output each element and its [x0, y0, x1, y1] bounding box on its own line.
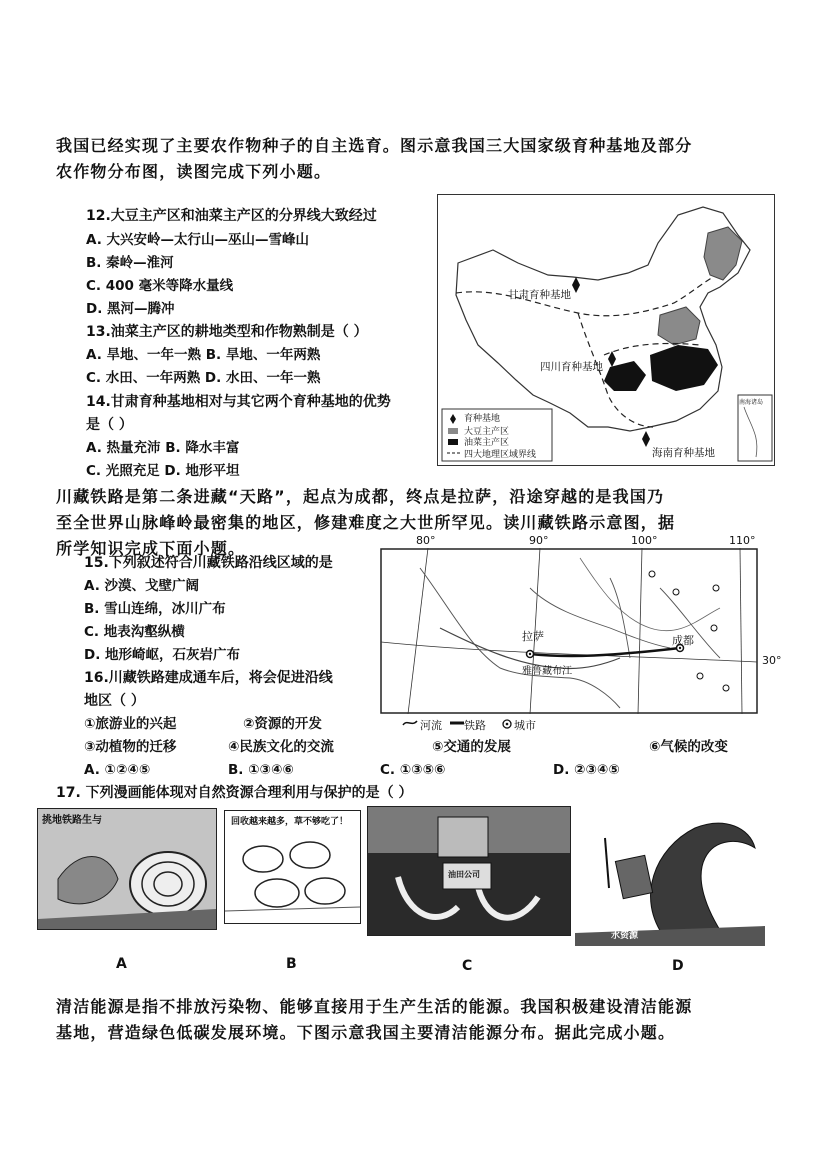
cartoon-b-drawing: [225, 811, 360, 923]
q16-option-d[interactable]: D. ②③④⑤: [553, 762, 620, 778]
lon-80-label: 80°: [416, 534, 436, 547]
q15-option-c[interactable]: C. 地表沟壑纵横: [84, 624, 185, 640]
q12-stem: 12.大豆主产区和油菜主产区的分界线大致经过: [86, 208, 377, 224]
cartoon-a-label: A: [116, 956, 127, 972]
hainan-base-marker: [642, 431, 650, 447]
cartoon-b-label: B: [286, 956, 297, 972]
cartoon-d[interactable]: [575, 808, 765, 946]
cartoon-d-caption: 水资源: [611, 931, 639, 941]
q13-stem: 13.油菜主产区的耕地类型和作物熟制是（ ）: [86, 324, 368, 340]
legend-boundary: 四大地理区域界线: [464, 450, 537, 460]
q12-option-d[interactable]: D. 黑河—腾冲: [86, 301, 175, 317]
q12-option-c[interactable]: C. 400 毫米等降水量线: [86, 278, 234, 294]
hainan-base-label: 海南育种基地: [652, 447, 715, 459]
cartoon-c[interactable]: [367, 806, 571, 936]
q12-option-b[interactable]: B. 秦岭—淮河: [86, 255, 174, 271]
rail-legend-icon: [450, 720, 464, 726]
q14-stem-cont: 是（ ）: [86, 417, 133, 433]
q15-option-a[interactable]: A. 沙漠、戈壁广阔: [84, 578, 200, 594]
cartoon-b-caption: 回收越来越多，草不够吃了！: [231, 817, 349, 827]
q16-option-a[interactable]: A. ①②④⑤: [84, 762, 151, 778]
lhasa-label: 拉萨: [522, 630, 544, 643]
q15-option-b[interactable]: B. 雪山连绵，冰川广布: [84, 601, 226, 617]
cartoon-c-caption: 油田公司: [448, 870, 480, 879]
cartoon-c-label: C: [462, 958, 473, 974]
river-legend-icon: [402, 718, 418, 728]
intro3-line-2: 基地，营造绿色低碳发展环境。下图示意我国主要清洁能源分布。据此完成小题。: [56, 1023, 676, 1042]
intro2-line-3: 所学知识完成下面小题。: [56, 539, 246, 558]
china-breeding-map: [437, 194, 775, 466]
city-legend-icon: [502, 719, 512, 729]
intro2-line-1: 川藏铁路是第二条进藏“天路”，起点为成都，终点是拉萨，沿途穿越的是我国乃: [56, 487, 665, 506]
legend-rapeseed: 油菜主产区: [464, 438, 510, 448]
railway-map-drawing: [380, 548, 758, 714]
railway-map: [372, 534, 787, 734]
q16-stem: 16.川藏铁路建成通车后，将会促进沿线: [84, 670, 333, 686]
q16-stem-cont: 地区（ ）: [84, 693, 145, 709]
lat-30-label: 30°: [762, 654, 782, 667]
intro2-line-2: 至全世界山脉峰岭最密集的地区，修建难度之大世所罕见。读川藏铁路示意图，据: [56, 513, 676, 532]
cartoon-d-drawing: [575, 808, 765, 946]
q16-item-3: ③动植物的迁移: [84, 739, 177, 755]
q14-options-cd[interactable]: C. 光照充足 D. 地形平坦: [86, 463, 240, 479]
q14-options-ab[interactable]: A. 热量充沛 B. 降水丰富: [86, 440, 240, 456]
q16-option-b[interactable]: B. ①③④⑥: [228, 762, 294, 778]
q15-stem: 15.下列叙述符合川藏铁路沿线区域的是: [84, 555, 333, 571]
lon-100-label: 100°: [631, 534, 658, 547]
lon-110-label: 110°: [729, 534, 756, 547]
q16-item-2: ②资源的开发: [243, 716, 322, 732]
q16-item-5: ⑤交通的发展: [432, 739, 511, 755]
legend-soybean: 大豆主产区: [464, 427, 510, 437]
sichuan-base-label: 四川育种基地: [540, 361, 603, 373]
inset-label: 南海诸岛: [739, 399, 764, 406]
q12-option-a[interactable]: A. 大兴安岭—太行山—巫山—雪峰山: [86, 232, 310, 248]
q16-item-4: ④民族文化的交流: [228, 739, 334, 755]
cartoon-a[interactable]: [37, 808, 217, 930]
intro3-line-1: 清洁能源是指不排放污染物、能够直接用于生产生活的能源。我国积极建设清洁能源: [56, 997, 693, 1016]
cartoon-b[interactable]: [224, 810, 361, 924]
intro-line-2: 农作物分布图，读图完成下列小题。: [56, 162, 332, 181]
q17-stem: 17. 下列漫画能体现对自然资源合理利用与保护的是（ ）: [56, 785, 413, 801]
lon-90-label: 90°: [529, 534, 549, 547]
intro-line-1: 我国已经实现了主要农作物种子的自主选育。图示意我国三大国家级育种基地及部分: [56, 136, 693, 155]
q13-options-cd[interactable]: C. 水田、一年两熟 D. 水田、一年一熟: [86, 370, 321, 386]
china-outline: [456, 207, 750, 431]
gansu-base-label: 甘肃育种基地: [508, 289, 571, 301]
chengdu-label: 成都: [672, 634, 694, 647]
q15-option-d[interactable]: D. 地形崎岖，石灰岩广布: [84, 647, 241, 663]
legend-river: 河流: [420, 719, 442, 732]
cartoon-a-caption: 挑地铁路生与: [42, 815, 102, 826]
q16-option-c[interactable]: C. ①③⑤⑥: [380, 762, 446, 778]
legend-rail: 铁路: [464, 719, 486, 732]
cartoon-a-drawing: [38, 809, 216, 929]
legend-city: 城市: [514, 719, 536, 732]
q16-item-6: ⑥气候的改变: [649, 739, 728, 755]
yarlung-river-label: 雅鲁藏布江: [522, 666, 572, 677]
q14-stem: 14.甘肃育种基地相对与其它两个育种基地的优势: [86, 394, 391, 410]
q13-options-ab[interactable]: A. 旱地、一年一熟 B. 旱地、一年两熟: [86, 347, 321, 363]
cartoon-d-label: D: [672, 958, 684, 974]
q16-item-1: ①旅游业的兴起: [84, 716, 177, 732]
legend-base: 育种基地: [464, 414, 501, 424]
